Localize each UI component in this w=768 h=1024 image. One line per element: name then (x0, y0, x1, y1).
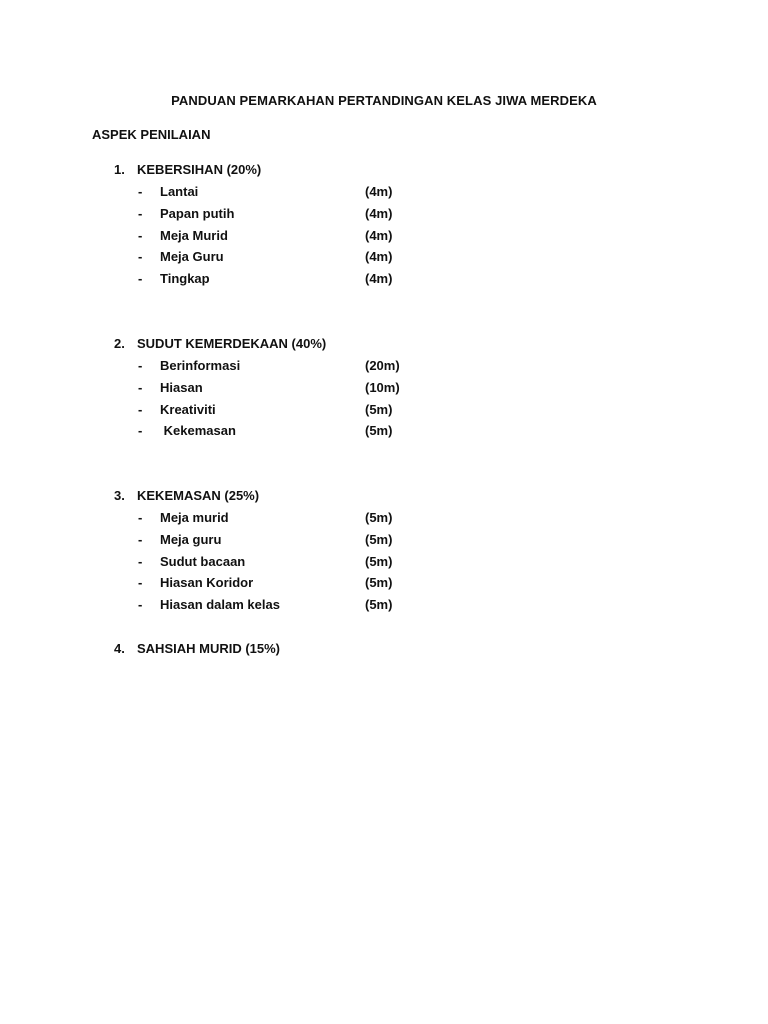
criteria-mark: (4m) (365, 227, 393, 243)
section-title-text: SAHSIAH MURID (15%) (137, 641, 281, 656)
criteria-mark: (5m) (365, 597, 393, 613)
criteria-mark: (10m) (365, 379, 400, 395)
criteria-mark: (4m) (365, 184, 393, 199)
criteria-mark: (5m) (365, 553, 393, 569)
criteria-item (114, 509, 514, 531)
criteria-section-title (114, 487, 514, 509)
bullet-dash: - (138, 379, 143, 395)
criteria-label: Hiasan (160, 379, 203, 395)
criteria-item (114, 270, 514, 292)
bullet-dash: - (138, 553, 143, 569)
criteria-section-title (114, 640, 514, 662)
criteria-mark: (4m) (365, 271, 393, 287)
criteria-label: Meja Guru (160, 249, 224, 265)
criteria-label: Meja guru (160, 531, 222, 547)
bullet-dash: - (138, 401, 143, 417)
bullet-dash: - (138, 227, 143, 243)
section-title-text: KEBERSIHAN (20%) (137, 162, 262, 177)
criteria-label: Kekemasan (160, 423, 236, 439)
criteria-item (114, 401, 514, 423)
criteria-mark: (20m) (365, 358, 400, 373)
section-number: 1. (114, 162, 125, 177)
criteria-section-title (114, 335, 514, 357)
bullet-dash: - (138, 205, 143, 221)
section-title-text: SUDUT KEMERDEKAAN (40%) (137, 336, 327, 351)
bullet-dash: - (138, 184, 143, 199)
criteria-label: Lantai (160, 184, 199, 199)
criteria-mark: (5m) (365, 423, 393, 439)
criteria-section-title (114, 161, 514, 183)
criteria-section-kebersihan (114, 161, 514, 292)
criteria-label: Berinformasi (160, 358, 241, 373)
criteria-section-sahsiah-murid (114, 640, 514, 662)
criteria-item (114, 183, 514, 205)
criteria-item (114, 227, 514, 249)
criteria-item (114, 379, 514, 401)
criteria-mark: (4m) (365, 249, 393, 265)
criteria-item (114, 422, 514, 444)
criteria-mark: (5m) (365, 531, 393, 547)
bullet-dash: - (138, 249, 143, 265)
criteria-mark: (5m) (365, 401, 393, 417)
criteria-section-sudut-kemerdekaan (114, 335, 514, 444)
criteria-label: Sudut bacaan (160, 553, 246, 569)
bullet-dash: - (138, 531, 143, 547)
criteria-item (114, 596, 514, 618)
criteria-label: Papan putih (160, 205, 235, 221)
section-title-text: KEKEMASAN (25%) (137, 488, 260, 503)
criteria-item (114, 248, 514, 270)
criteria-label: Meja Murid (160, 227, 228, 243)
criteria-mark: (5m) (365, 575, 393, 591)
criteria-label: Kreativiti (160, 401, 216, 417)
criteria-section-kekemasan (114, 487, 514, 618)
section-number: 4. (114, 641, 125, 656)
bullet-dash: - (138, 597, 143, 613)
criteria-label: Meja murid (160, 510, 229, 525)
bullet-dash: - (138, 423, 143, 439)
criteria-item (114, 574, 514, 596)
section-number: 2. (114, 336, 125, 351)
bullet-dash: - (138, 271, 143, 287)
document-title: PANDUAN PEMARKAHAN PERTANDINGAN KELAS JIWA MERDEKA (171, 93, 597, 108)
criteria-item (114, 205, 514, 227)
bullet-dash: - (138, 575, 143, 591)
criteria-label: Hiasan Koridor (160, 575, 254, 591)
criteria-item (114, 531, 514, 553)
criteria-item (114, 553, 514, 575)
bullet-dash: - (138, 510, 143, 525)
section-number: 3. (114, 488, 125, 503)
section-heading-aspek: ASPEK PENILAIAN (92, 127, 211, 142)
criteria-mark: (5m) (365, 510, 393, 525)
criteria-label: Hiasan dalam kelas (160, 597, 280, 613)
criteria-label: Tingkap (160, 271, 210, 287)
criteria-item (114, 357, 514, 379)
bullet-dash: - (138, 358, 143, 373)
criteria-mark: (4m) (365, 205, 393, 221)
